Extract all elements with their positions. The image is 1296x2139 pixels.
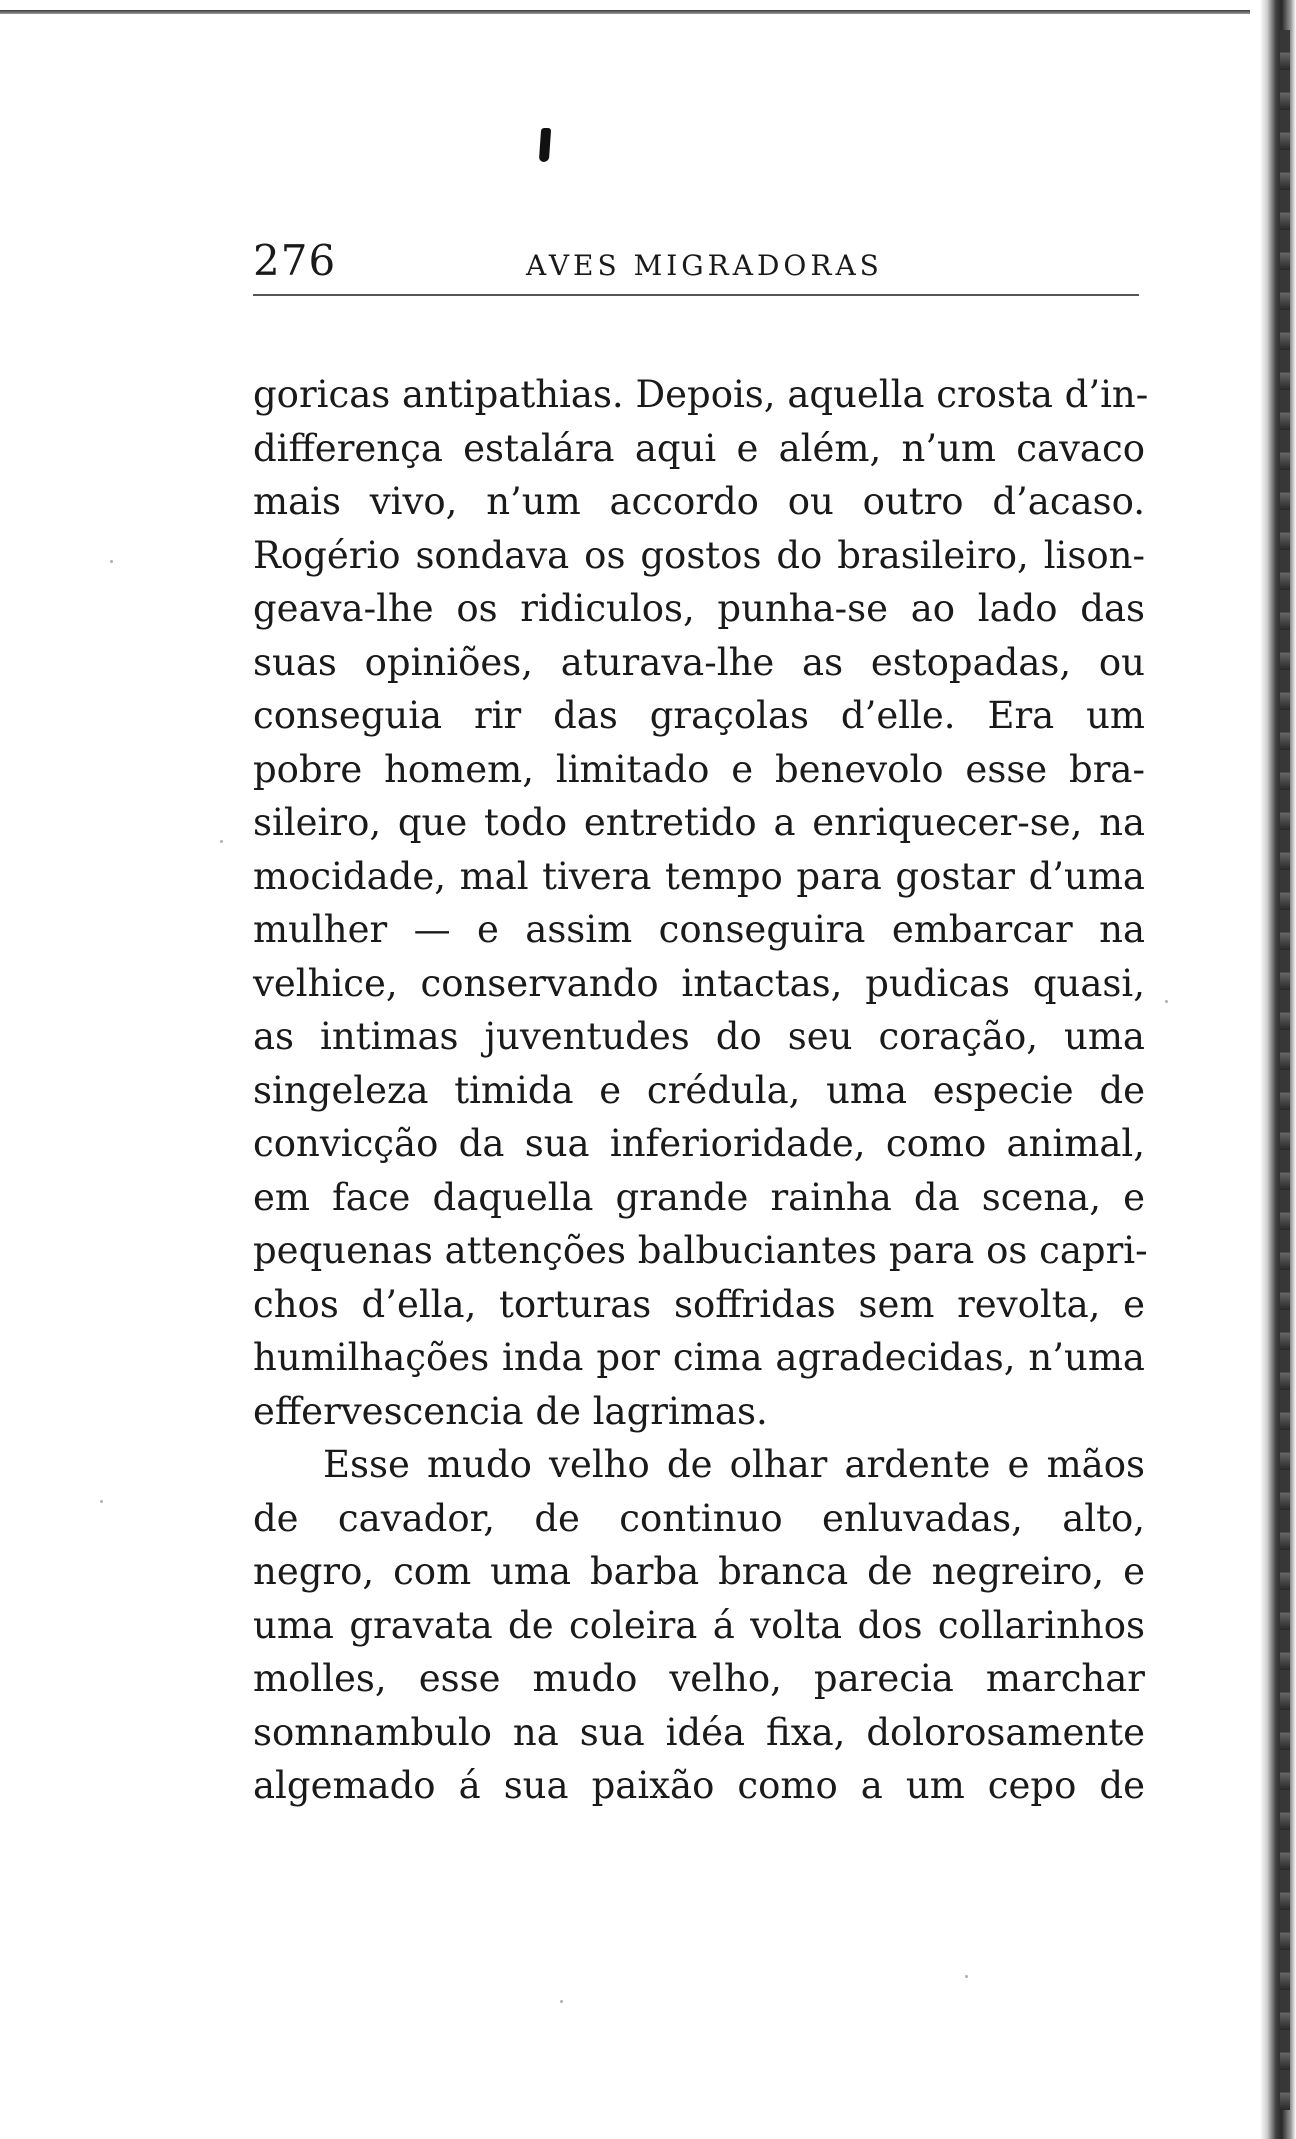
- text-line: convicção da sua inferioridade, como animal,: [253, 1122, 1145, 1165]
- text-line: molles, esse mudo velho, parecia marchar: [253, 1657, 1145, 1700]
- paragraph-end-line: effervescencia de lagrimas.: [253, 1389, 768, 1433]
- text-line: negro, com uma barba branca de negreiro, e: [253, 1550, 1145, 1593]
- text-line: somnambulo na sua idéa fixa, dolorosamente: [253, 1710, 1145, 1754]
- text-line: Rogério sondava os gostos do brasileiro, lison-: [253, 533, 1145, 577]
- text-line: velhice, conservando intactas, pudicas quasi,: [253, 961, 1145, 1005]
- page-header: [253, 236, 1139, 296]
- text-line: geava-lhe os ridiculos, punha-se ao lado das: [253, 587, 1145, 630]
- text-line: mulher — e assim conseguira embarcar na: [253, 908, 1145, 951]
- header-rule: [253, 294, 1139, 296]
- paragraph-start-line: Esse mudo velho de olhar ardente e mãos: [323, 1443, 1145, 1486]
- text-line: mocidade, mal tivera tempo para gostar d’uma: [253, 854, 1145, 898]
- page-number: 276: [253, 236, 337, 285]
- paper-speck: [220, 840, 223, 843]
- text-line: uma gravata de coleira á volta dos collarinhos: [253, 1603, 1145, 1647]
- text-line: algemado á sua paixão como a um cepo de: [253, 1764, 1145, 1807]
- text-line: singeleza timida e crédula, uma especie de: [253, 1068, 1145, 1112]
- running-title: AVES MIGRADORAS: [526, 249, 883, 282]
- text-line: sileiro, que todo entretido a enriquecer-se, na: [253, 801, 1145, 844]
- text-line: differença estalára aqui e além, n’um cavaco: [253, 426, 1145, 470]
- binding-shadow: [1280, 30, 1290, 2110]
- paper-speck: [560, 2000, 563, 2003]
- text-line: chos d’ella, torturas soffridas sem revolta, e: [253, 1282, 1145, 1326]
- paper-speck: [965, 1975, 968, 1978]
- paper-speck: [110, 560, 113, 563]
- paper-speck: [100, 1500, 103, 1503]
- text-line: em face daquella grande rainha da scena, e: [253, 1175, 1145, 1219]
- text-line: as intimas juventudes do seu coração, uma: [253, 1015, 1145, 1058]
- text-line: pequenas attenções balbuciantes para os capri-: [253, 1229, 1148, 1272]
- text-line: goricas antipathias. Depois, aquella crosta d’in-: [253, 373, 1149, 416]
- text-line: suas opiniões, aturava-lhe as estopadas, ou: [253, 640, 1145, 684]
- text-line: pobre homem, limitado e benevolo esse bra-: [253, 747, 1145, 791]
- text-line: mais vivo, n’um accordo ou outro d’acaso.: [253, 480, 1145, 523]
- text-line: humilhações inda por cima agradecidas, n’uma: [253, 1336, 1145, 1379]
- body-text: [253, 368, 1149, 1813]
- right-page-edge-shadow: [1260, 0, 1296, 2139]
- paper-speck: [1165, 1000, 1168, 1003]
- ornament-mark-icon: [539, 128, 551, 162]
- text-line: conseguia rir das graçolas d’elle. Era um: [253, 694, 1145, 737]
- top-page-edge: [0, 10, 1250, 14]
- text-line: de cavador, de continuo enluvadas, alto,: [253, 1496, 1145, 1540]
